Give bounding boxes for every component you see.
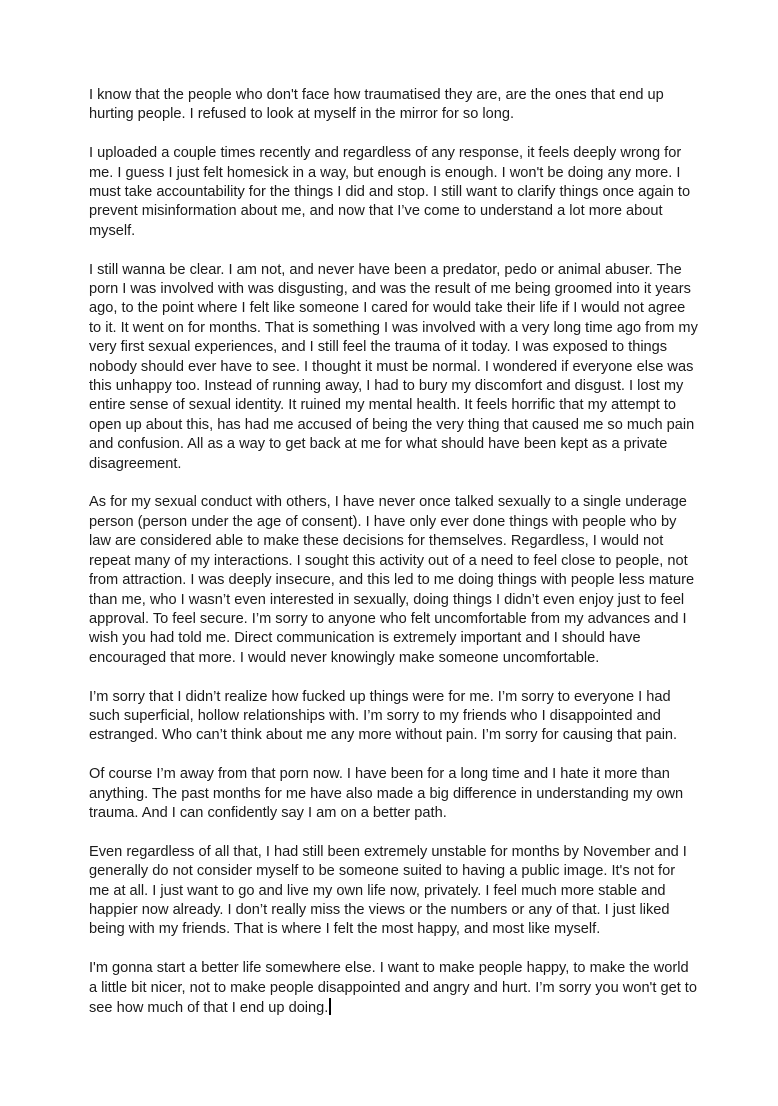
paragraph-7: Even regardless of all that, I had still been extremely unstable for months by November and I generally do not consider myself to be someone suited to having a public image. It's not for me at all. I just want to go and live my own life now, privately. I feel much more stable and happier now already. I don’t really miss the views or the numbers or any of that. I just liked being with my friends. That is where I felt the most happy, and most like myself. — [89, 843, 687, 938]
paragraph-8 — [89, 959, 699, 1018]
paragraph-4: As for my sexual conduct with others, I have never once talked sexually to a single underage person (person under the age of consent). I have only ever done things with people who by law are considered able to make these decisions for themselves. Regardless, I would not repeat many of my interactions. I sought this activity out of a need to feel close to people, not from attraction. I was deeply insecure, and this led to me doing things with people less mature than me, who I wasn’t even interested in sexually, doing things I didn’t even enjoy just to feel approval. To feel secure. I’m sorry to anyone who felt uncomfortable from my advances and I wish you had told me. Direct communication is extremely important and I should have encouraged that more. I would never knowingly make someone uncomfortable. — [89, 494, 695, 666]
paragraph-6: Of course I’m away from that porn now. I have been for a long time and I hate it more than anything. The past months for me have also made a big difference in understanding my own trauma. And I can confidently say I am on a better path. — [89, 766, 684, 821]
document-body[interactable] — [89, 86, 699, 1038]
paragraph-1: I know that the people who don't face how traumatised they are, are the ones that end up hurting people. I refused to look at myself in the mirror for so long. — [89, 87, 664, 123]
text-cursor — [329, 998, 331, 1015]
paragraph-2: I uploaded a couple times recently and regardless of any response, it feels deeply wrong for me. I guess I just felt homesick in a way, but enough is enough. I won't be doing any more. I must take accountability for the things I did and stop. I still want to clarify things once again to prevent misinformation about me, and now that I’ve come to understand a lot more about myself. — [89, 145, 691, 239]
paragraph-5: I’m sorry that I didn’t realize how fucked up things were for me. I’m sorry to everyone I had such superficial, hollow relationships with. I’m sorry to my friends who I disappointed and estranged. Who can’t think about me any more without pain. I’m sorry for causing that pain. — [89, 688, 678, 744]
paragraph-3: I still wanna be clear. I am not, and never have been a predator, pedo or animal abuser. The porn I was involved with was disgusting, and was the result of me being groomed into it years ago, to the point where I felt like someone I cared for would take their life if I would not agree to it. It went on for months. That is something I was involved with a very long time ago from my very first sexual experiences, and I still feel the trauma of it today. I was exposed to things nobody should ever have to see. I thought it must be normal. I wondered if everyone else was this unhappy too. Instead of running away, I had to bury my discomfort and disgust. I lost my entire sense of sexual identity. It ruined my mental health. It feels horrific that my attempt to open up about this, has had me accused of being the very thing that caused me so much pain and confusion. All as a way to get back at me for what should have been kept as a private disagreement. — [89, 261, 698, 472]
paragraph-8-text: I'm gonna start a better life somewhere else. I want to make people happy, to make the world a little bit nicer, not to make people disappointed and angry and hurt. I’m sorry you won't get to see how much of that I end up doing. — [89, 960, 697, 1016]
